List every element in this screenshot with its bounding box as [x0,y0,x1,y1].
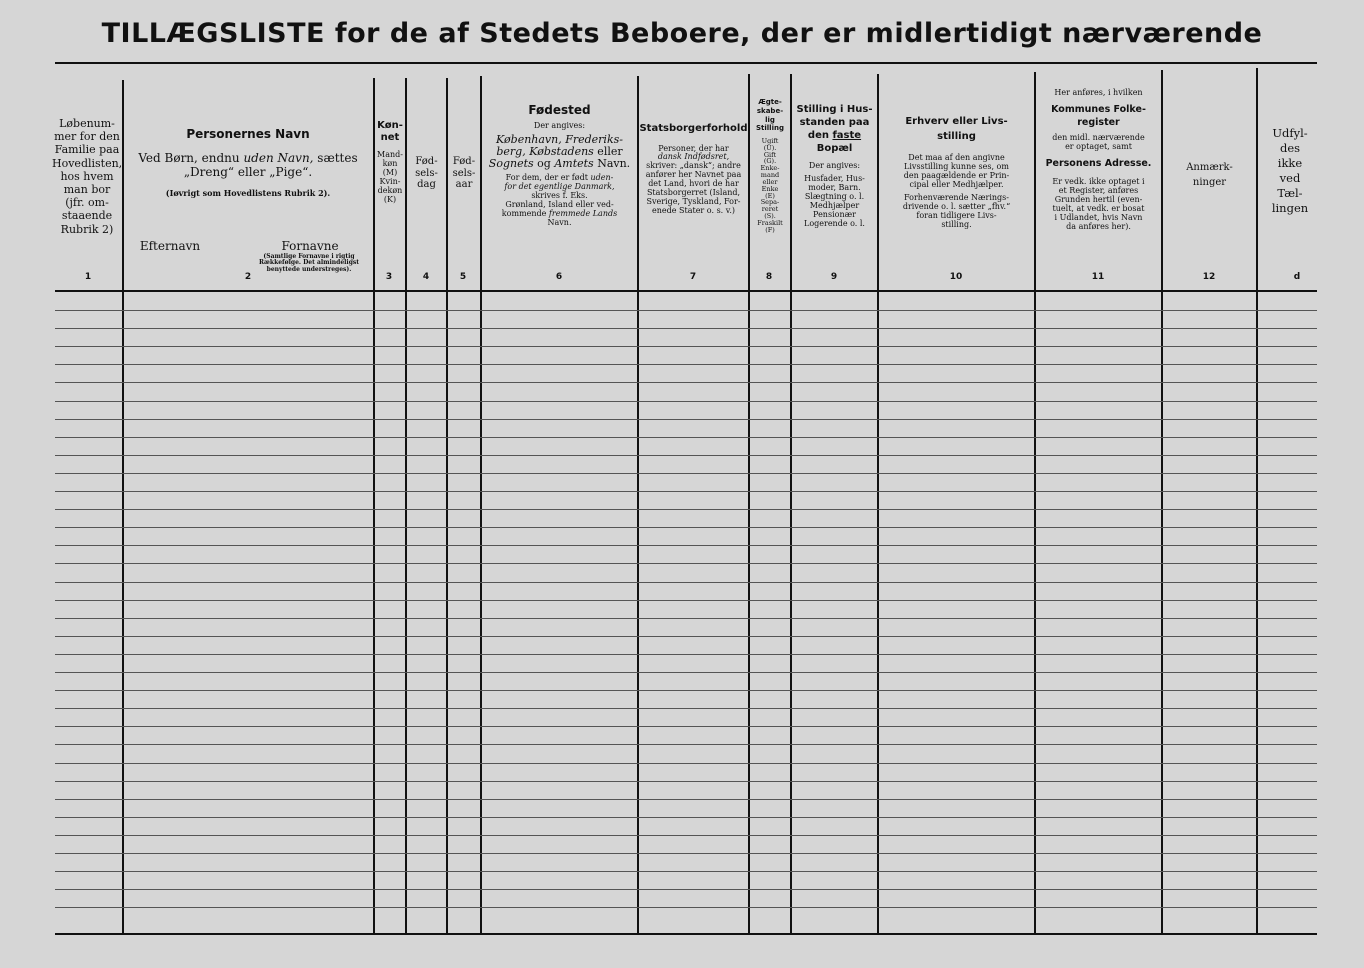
column-2-note [125,152,371,180]
column-number: 2 [244,272,252,282]
adresse-heading: Personens Adresse. [1045,158,1152,170]
entry-rule-line [55,763,1317,764]
stilling-heading [792,103,877,155]
entry-rule-line [55,781,1317,782]
fødested-it3: Amtets [554,156,594,170]
entry-rule-line [55,419,1317,420]
entry-rule-line [55,672,1317,673]
erhverv-text2: Forhenværende Nærings- drivende o. l. sætter „fhv.“ foran tidligere Livs- stilling. [902,192,1011,229]
stilling-heading-a: Stilling i Hus- standen paa den [796,104,873,141]
entry-rule-line [55,582,1317,583]
statsborgerforhold-heading: Statsborgerforhold [639,123,748,134]
stilling-text: Husfader, Hus- moder, Barn. Slægtning o. l. Medhjælper Pensionær Logerende o. l. [804,173,865,228]
statsborgerforhold-text-italic: dansk Indfødsret, [657,152,730,162]
entry-rule-line [55,401,1317,402]
column-4-header: Fød- sels- dag [415,156,438,190]
entry-rule-line [55,853,1317,854]
column-d-header: Udfyl- des ikke ved Tæl- lingen [1271,126,1309,215]
fødested-para [483,174,636,228]
fødested-it1: København, Frederiks- berg, Købstadens [496,132,623,158]
stilling-heading-underline: faste [832,130,862,141]
column-divider [405,78,407,933]
fødested-para-b: skrives f. Eks. Grønland, Island eller ved- kommende [501,190,614,218]
column-2-note-italic: uden Navn, [243,150,314,165]
entry-rule-line [55,328,1317,329]
entry-rule-line [55,527,1317,528]
column-number: 9 [830,272,838,282]
column-6-header [483,104,636,228]
entry-rule-line [55,509,1317,510]
column-7-header [639,123,748,216]
stilling-sub: Der angives: [808,161,861,170]
bottom-border-line [55,933,1317,935]
column-2-note-b: sættes „Dreng“ eller „Pige“. [183,150,358,179]
kønnet-heading: Køn- net [377,120,403,143]
column-number: 4 [422,272,430,282]
statsborgerforhold-text-a: Personer, der har [658,143,729,153]
column-number: 3 [385,272,393,282]
entry-rule-line [55,817,1317,818]
folkeregister-text2: den midl. nærværende er optaget, samt [1052,132,1145,151]
column-11-header [1036,89,1161,232]
column-divider [373,78,375,933]
column-number: 1 [84,272,92,282]
entry-rule-line [55,726,1317,727]
entry-rule-line [55,455,1317,456]
folkeregister-text1: Her anføres, i hvilken [1054,88,1143,97]
entry-rule-line [55,382,1317,383]
form-title: TILLÆGSLISTE for de af Stedets Beboere, der er midlertidigt nærværende [101,18,1263,49]
entry-rule-line [55,491,1317,492]
column-2-note2: (Iøvrigt som Hovedlistens Rubrik 2). [165,188,331,199]
personernes-navn-heading: Personernes Navn [186,127,310,141]
column-8-header [750,98,790,233]
column-divider [122,80,124,933]
column-divider [1161,70,1163,933]
column-2-note-a: Ved Børn, endnu [138,150,244,165]
statsborgerforhold-text [639,145,748,217]
stilling-heading-b: Bopæl [816,143,853,154]
fødested-t2: og [533,156,555,170]
entry-rule-line [55,690,1317,691]
column-9-header [792,103,877,229]
entry-rule-line [55,346,1317,347]
folkeregister-text3: Er vedk. ikke optaget i et Register, anføres Grunden hertil (even- tuelt, at vedk. er bosat i Udlandet, hvis Navn da anføres her). [1052,177,1145,232]
entry-rule-line [55,618,1317,619]
erhverv-text: Det maa af den angivne Livsstilling kunne ses, om den paagældende er Prin- cipal eller Medhjælper. [903,153,1010,189]
column-number: 5 [459,272,467,282]
column-1-header: Løbenum- mer for den Familie paa Hovedlisten, hos hvem man bor (jfr. om- staaende Rubrik 2) [52,117,123,236]
column-number: 7 [689,272,697,282]
fødested-para-it1: uden- for det egentlige Danmark, [504,173,615,191]
column-number: 10 [949,272,963,282]
entry-rule-line [55,835,1317,836]
fornavne-note: (Samtlige Fornavne i rigtig Rækkefølge. Det almindeligst benyttede understreges). [258,253,360,273]
entry-rule-line [55,600,1317,601]
column-divider [480,76,482,933]
column-12-header: Anmærk- ninger [1186,162,1233,188]
entry-rule-line [55,708,1317,709]
fødested-heading: Fødested [528,103,591,117]
fødested-t3: Navn. [593,156,631,170]
column-5-header: Fød- sels- aar [452,156,476,190]
fødested-names [483,134,636,170]
entry-rule-line [55,545,1317,546]
entry-rule-line [55,889,1317,890]
entry-rule-line [55,871,1317,872]
fornavne-label: Fornavne [281,239,339,253]
ægteskabelig-heading: Ægte- skabe- lig Stilling [756,98,784,133]
column-number: 6 [555,272,563,282]
column-number: 12 [1202,272,1216,282]
top-border-line [55,62,1317,64]
column-divider [446,78,448,933]
entry-rule-line [55,364,1317,365]
fødested-sub: Der angives: [533,120,586,130]
column-number: d [1293,272,1301,282]
statsborgerforhold-text-b: skriver: „dansk“; andre anfører her Navnet paa det Land, hvori de har Statsborgerret (Island, Sverige, Tyskland, For- enede Stater o. s. v.) [645,161,742,216]
entry-rule-line [55,310,1317,311]
efternavn-label: Efternavn [139,239,201,253]
ægteskabelig-text: Ugift (U). Gift (G). Enke- mand eller Enke (E) Sepa- reret (S). Fraskilt (F) [757,137,783,234]
entry-rule-line [55,636,1317,637]
entry-rule-line [55,654,1317,655]
kønnet-text: Mand- køn (M) Kvin- dekøn (K) [377,150,403,204]
entry-rule-line [55,563,1317,564]
fødested-para-c: Navn. [547,217,572,227]
entry-rule-line [55,799,1317,800]
erhverv-heading: Erhverv eller Livs- stilling [905,116,1008,142]
column-number: 8 [765,272,773,282]
fødested-it2: Sognets [488,156,534,170]
column-10-header [879,114,1034,230]
entry-rule-line [55,907,1317,908]
column-3-header [375,120,405,205]
entry-rule-line [55,473,1317,474]
entry-rule-line [55,744,1317,745]
entry-rule-line [55,437,1317,438]
header-bottom-line [55,290,1317,292]
folkeregister-heading: Kommunes Folke- register [1051,103,1146,128]
fødested-para-a: For dem, der er født [505,173,591,183]
fødested-para-it2: fremmede Lands [548,208,618,218]
column-2-header [125,128,371,198]
fødested-t1: eller [593,144,623,158]
column-number: 11 [1091,272,1105,282]
